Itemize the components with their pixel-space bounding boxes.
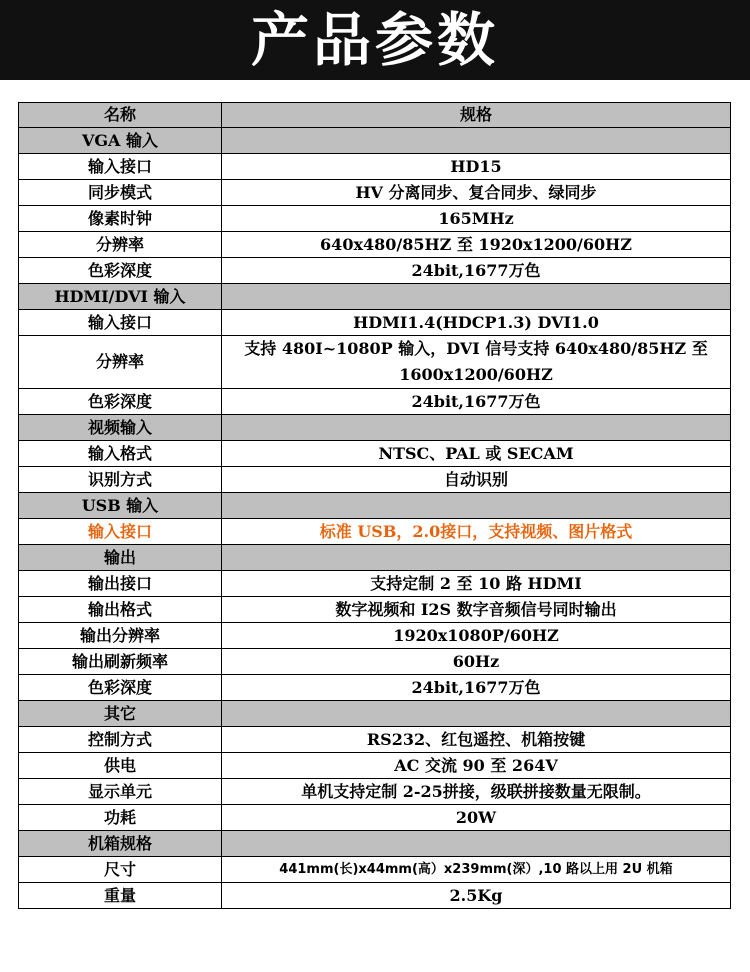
section-row-output [19,545,731,571]
section-blank [222,493,731,519]
header-value-cell: 规格 [222,103,731,128]
param-name: 色彩深度 [19,258,222,284]
param-value: 441mm(长)x44mm(高）x239mm(深）,10 路以上用 2U 机箱 [222,857,731,883]
spec-table [18,102,731,909]
param-name: 控制方式 [19,727,222,753]
table-row [19,206,731,232]
table-row [19,467,731,493]
param-name: 分辨率 [19,336,222,389]
param-value: 数字视频和 I2S 数字音频信号同时输出 [222,597,731,623]
param-name: 色彩深度 [19,389,222,415]
section-row-usb-input [19,493,731,519]
section-title: VGA 输入 [19,128,222,154]
param-value: 标准 USB，2.0接口，支持视频、图片格式 [222,519,731,545]
section-blank [222,128,731,154]
section-title: 其它 [19,701,222,727]
table-row [19,389,731,415]
table-row [19,258,731,284]
param-value: HV 分离同步、复合同步、绿同步 [222,180,731,206]
section-blank [222,831,731,857]
page-title: 产品参数 [250,6,499,74]
table-row [19,571,731,597]
table-row [19,727,731,753]
param-value-line: 1600x1200/60HZ [399,365,553,384]
table-row [19,441,731,467]
param-value: 24bit,1677万色 [222,258,731,284]
param-name: 像素时钟 [19,206,222,232]
param-name: 色彩深度 [19,675,222,701]
param-value: AC 交流 90 至 264V [222,753,731,779]
section-row-chassis [19,831,731,857]
table-row [19,805,731,831]
table-row [19,753,731,779]
section-blank [222,415,731,441]
section-blank [222,284,731,310]
table-row [19,675,731,701]
table-row [19,649,731,675]
table-row [19,597,731,623]
param-name: 显示单元 [19,779,222,805]
param-value [222,336,731,389]
table-row [19,883,731,909]
param-name: 输入接口 [19,154,222,180]
table-row [19,310,731,336]
title-banner [0,0,750,80]
param-value-line: 支持 480I~1080P 输入，DVI 信号支持 640x480/85HZ 至 [244,339,708,358]
table-row [19,779,731,805]
param-value: NTSC、PAL 或 SECAM [222,441,731,467]
param-value: 支持定制 2 至 10 路 HDMI [222,571,731,597]
param-value: 24bit,1677万色 [222,389,731,415]
section-title: HDMI/DVI 输入 [19,284,222,310]
table-row [19,154,731,180]
section-row-vga-input [19,128,731,154]
table-row [19,857,731,883]
param-name: 输出分辨率 [19,623,222,649]
section-blank [222,701,731,727]
section-title: 视频输入 [19,415,222,441]
param-value: 165MHz [222,206,731,232]
section-row-hdmi-dvi-input [19,284,731,310]
section-row-video-input [19,415,731,441]
table-row-highlighted [19,519,731,545]
table-row [19,623,731,649]
section-blank [222,545,731,571]
param-value: 640x480/85HZ 至 1920x1200/60HZ [222,232,731,258]
table-row [19,180,731,206]
table-header-row [19,103,731,128]
param-name: 输出刷新频率 [19,649,222,675]
param-value: 1920x1080P/60HZ [222,623,731,649]
param-value: HDMI1.4(HDCP1.3) DVI1.0 [222,310,731,336]
section-row-other [19,701,731,727]
table-row [19,232,731,258]
section-title: USB 输入 [19,493,222,519]
param-value: 60Hz [222,649,731,675]
param-name: 尺寸 [19,857,222,883]
param-name: 输入接口 [19,519,222,545]
param-name: 功耗 [19,805,222,831]
param-name: 输入格式 [19,441,222,467]
param-name: 重量 [19,883,222,909]
param-value: RS232、红包遥控、机箱按键 [222,727,731,753]
param-name: 输出格式 [19,597,222,623]
param-name: 供电 [19,753,222,779]
table-row [19,336,731,389]
param-name: 识别方式 [19,467,222,493]
header-name-cell: 名称 [19,103,222,128]
param-value: 自动识别 [222,467,731,493]
param-value: 单机支持定制 2-25拼接，级联拼接数量无限制。 [222,779,731,805]
param-name: 输出接口 [19,571,222,597]
param-name: 分辨率 [19,232,222,258]
param-value: 20W [222,805,731,831]
section-title: 输出 [19,545,222,571]
param-value: HD15 [222,154,731,180]
param-value: 24bit,1677万色 [222,675,731,701]
param-name: 同步模式 [19,180,222,206]
param-name: 输入接口 [19,310,222,336]
section-title: 机箱规格 [19,831,222,857]
param-value: 2.5Kg [222,883,731,909]
